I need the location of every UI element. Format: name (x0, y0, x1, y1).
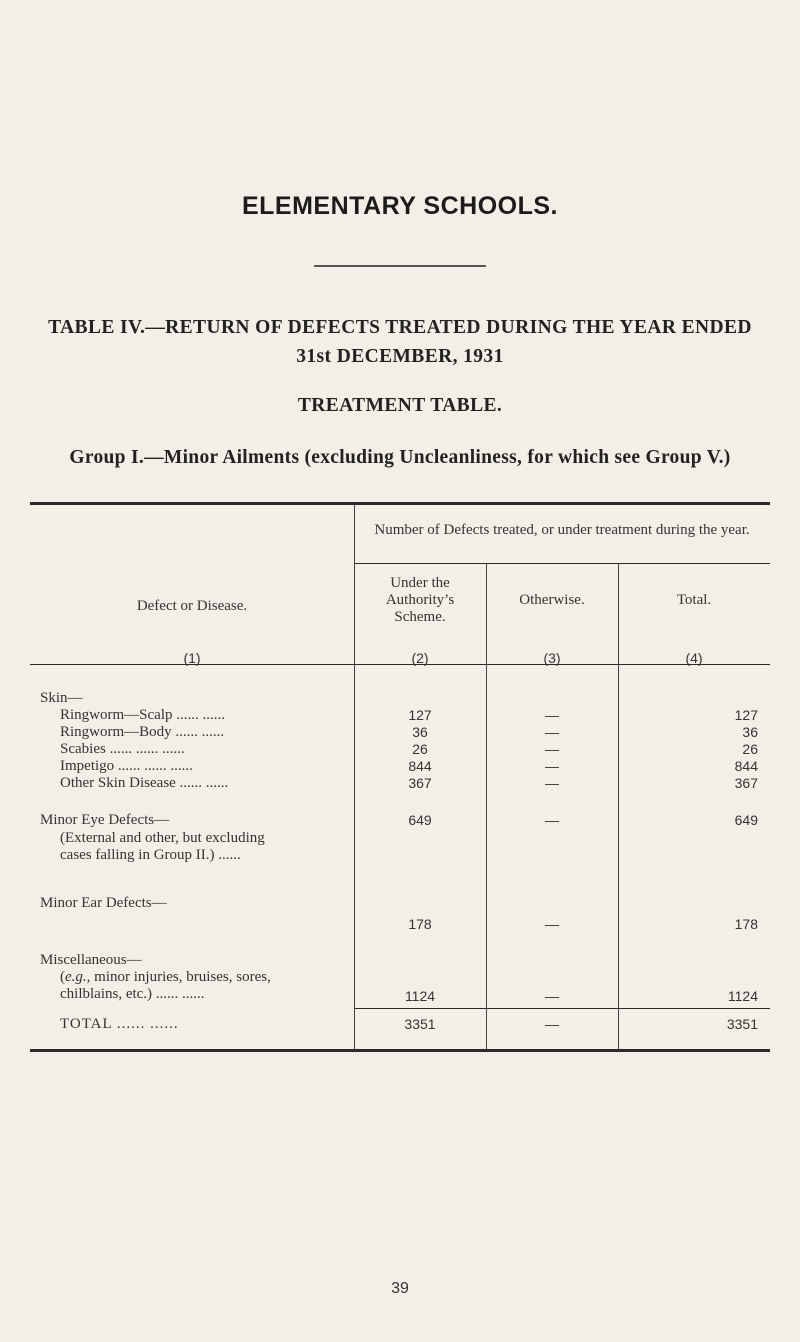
col4-header: Total. (676, 592, 712, 608)
misc-label-2 (60, 969, 271, 986)
misc-col3: — (545, 988, 559, 1004)
misc-label-1: Miscellaneous— (40, 952, 142, 968)
col1-number: (1) (183, 650, 201, 666)
title-divider (314, 265, 486, 267)
table-bottom-rule (30, 1049, 770, 1052)
eye-label-1: Minor Eye Defects— (40, 812, 170, 828)
eye-col4: 649 (734, 812, 758, 828)
col3-number: (3) (543, 650, 561, 666)
misc-label-3: chilblains, etc.) ...... ...... (60, 986, 205, 1002)
col1-header: Defect or Disease. (136, 598, 248, 614)
span-header: Number of Defects treated, or under treatment during the year. (374, 522, 750, 538)
col-divider-3 (618, 564, 619, 1049)
group-heading: Group I.—Minor Ailments (excluding Uncleanliness, for which see Group V.) (69, 447, 731, 468)
misc-open-paren: ( (60, 969, 65, 985)
row-col4: 367 (734, 775, 758, 791)
col3-header: Otherwise. (519, 592, 585, 608)
treatment-heading: TREATMENT TABLE. (297, 395, 503, 416)
col4-number: (4) (685, 650, 703, 666)
table-top-rule (30, 502, 770, 505)
row-label: Impetigo ...... ...... ...... (60, 758, 193, 774)
misc-col4: 1124 (727, 988, 758, 1004)
page-title: ELEMENTARY SCHOOLS. (241, 192, 558, 220)
row-col3: — (545, 707, 559, 723)
row-col2: 367 (408, 775, 432, 791)
total-top-rule (354, 1008, 770, 1009)
row-col2: 26 (412, 741, 428, 757)
row-col2: 127 (408, 707, 432, 723)
row-col4: 127 (734, 707, 758, 723)
row-label: Other Skin Disease ...... ...... (60, 775, 229, 791)
col-divider-2 (486, 564, 487, 1049)
eye-col3: — (545, 812, 559, 828)
span-header-rule (354, 563, 770, 564)
misc-col2: 1124 (404, 988, 436, 1004)
row-col4: 26 (742, 741, 758, 757)
misc-label-2-rest: minor injuries, bruises, sores, (90, 969, 271, 985)
table-heading: TABLE IV.—RETURN OF DEFECTS TREATED DURING THE YEAR ENDED 31st DECEMBER, 1931 (48, 317, 752, 367)
skin-heading: Skin— (40, 690, 83, 706)
ear-label-1: Minor Ear Defects— (40, 895, 167, 911)
row-col4: 36 (742, 724, 758, 740)
row-label: Ringworm—Scalp ...... ...... (60, 707, 225, 723)
row-col3: — (545, 741, 559, 757)
total-label: TOTAL ...... ...... (60, 1016, 179, 1032)
row-label: Scabies ...... ...... ...... (60, 741, 185, 757)
row-label: Ringworm—Body ...... ...... (60, 724, 225, 740)
ear-col4: 178 (734, 916, 758, 932)
row-col2: 844 (408, 758, 432, 774)
eye-label-2: (External and other, but excluding (60, 830, 265, 846)
row-col2: 36 (412, 724, 428, 740)
eye-label-3: cases falling in Group II.) ...... (60, 847, 241, 863)
eye-col2: 649 (408, 812, 432, 828)
col2-header: Under the Authority’s Scheme. (385, 575, 455, 625)
col2-number: (2) (411, 650, 429, 666)
misc-eg: e.g., (65, 969, 91, 985)
row-col4: 844 (734, 758, 758, 774)
ear-col3: — (545, 916, 559, 932)
row-col3: — (545, 724, 559, 740)
page-number: 39 (391, 1280, 409, 1297)
ear-col2: 178 (408, 916, 432, 932)
row-col3: — (545, 758, 559, 774)
total-col2: 3351 (404, 1016, 436, 1032)
total-col3: — (545, 1016, 559, 1032)
row-col3: — (545, 775, 559, 791)
total-col4: 3351 (726, 1016, 758, 1032)
